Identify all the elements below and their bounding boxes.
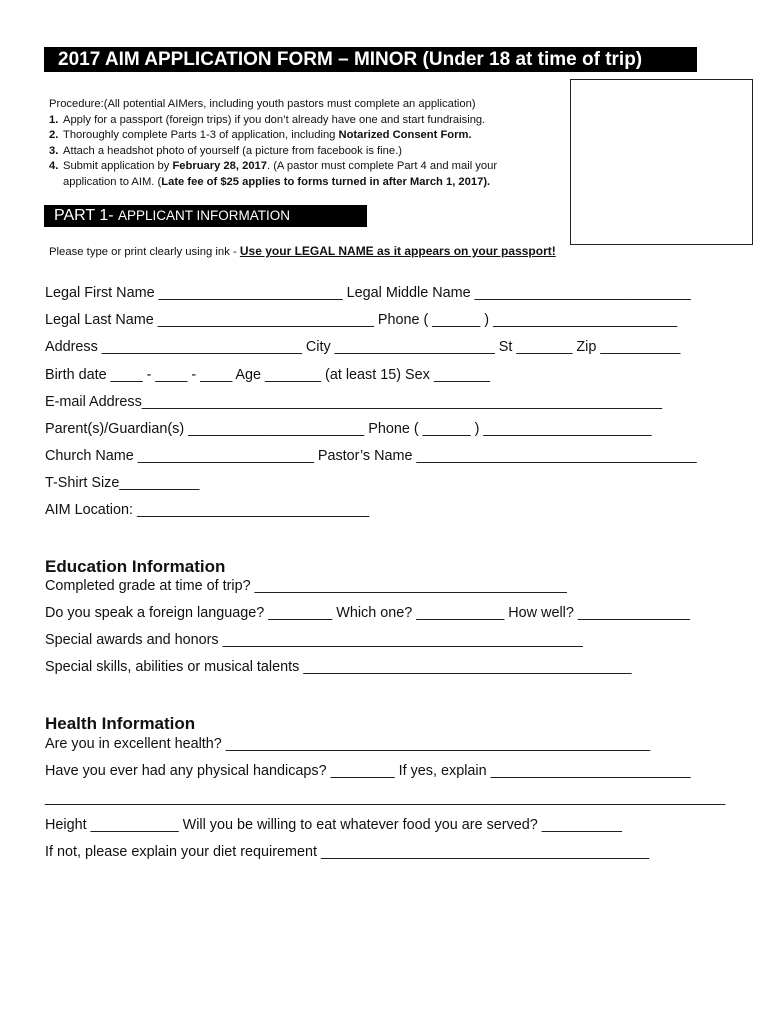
procedure-intro: Procedure:(All potential AIMers, including youth pastors must complete an application) (49, 98, 476, 110)
field-height-food[interactable]: Height ___________ Will you be willing to eat whatever food you are served? __________ (45, 817, 622, 833)
field-address[interactable]: Address _________________________ City ____________________ St _______ Zip __________ (45, 339, 681, 355)
instruction-line: Please type or print clearly using ink - Use your LEGAL NAME as it appears on your passport! (49, 244, 556, 258)
procedure-step-3: 3. Attach a headshot photo of yourself (a picture from facebook is fine.) (49, 144, 402, 157)
photo-box (570, 79, 753, 245)
field-handicaps[interactable]: Have you ever had any physical handicaps? ________ If yes, explain _________________________ (45, 763, 691, 779)
field-skills[interactable]: Special skills, abilities or musical talents _________________________________________ (45, 659, 632, 675)
education-heading: Education Information (45, 557, 226, 576)
procedure-step-2: 2. Thoroughly complete Parts 1-3 of application, including Notarized Consent Form. (49, 129, 472, 142)
field-foreign-language[interactable]: Do you speak a foreign language? ________ Which one? ___________ How well? ______________ (45, 605, 690, 621)
field-completed-grade[interactable]: Completed grade at time of trip? _______________________________________ (45, 578, 567, 594)
field-guardian-phone[interactable]: Parent(s)/Guardian(s) ______________________ Phone ( ______ ) _____________________ (45, 421, 652, 437)
procedure-step-1: 1. Apply for a passport (foreign trips) if you don’t already have one and start fundraising. (49, 113, 486, 126)
procedure-step-4-cont: application to AIM. (Late fee of $25 applies to forms turned in after March 1, 2017). (63, 175, 491, 188)
field-email[interactable]: E-mail Address_________________________________________________________________ (45, 394, 662, 410)
procedure-step-4: 4. Submit application by February 28, 2017. (A pastor must complete Part 4 and mail your (49, 160, 498, 173)
field-diet-requirement[interactable]: If not, please explain your diet requirement _________________________________________ (45, 844, 650, 860)
field-legal-last-phone[interactable]: Legal Last Name ___________________________ Phone ( ______ ) _______________________ (45, 312, 678, 328)
field-church-pastor[interactable]: Church Name ______________________ Pastor’s Name ___________________________________ (45, 448, 697, 464)
field-handicaps-explain[interactable]: _____________________________________________________________________________________ (45, 790, 726, 806)
field-excellent-health[interactable]: Are you in excellent health? _____________________________________________________ (45, 736, 650, 752)
field-awards[interactable]: Special awards and honors _____________________________________________ (45, 632, 583, 648)
form-title: 2017 AIM APPLICATION FORM – MINOR (Under 18 at time of trip) (44, 47, 697, 72)
part1-header: PART 1- APPLICANT INFORMATION (44, 205, 367, 227)
field-aim-location[interactable]: AIM Location: _____________________________ (45, 502, 370, 518)
field-birthdate-age-sex[interactable]: Birth date ____ - ____ - ____ Age _______ (at least 15) Sex _______ (45, 367, 490, 383)
procedure-section (49, 97, 497, 191)
health-heading: Health Information (45, 714, 196, 733)
field-legal-first-middle[interactable]: Legal First Name _______________________ Legal Middle Name ___________________________ (45, 285, 691, 301)
field-tshirt-size[interactable]: T-Shirt Size__________ (45, 475, 200, 491)
